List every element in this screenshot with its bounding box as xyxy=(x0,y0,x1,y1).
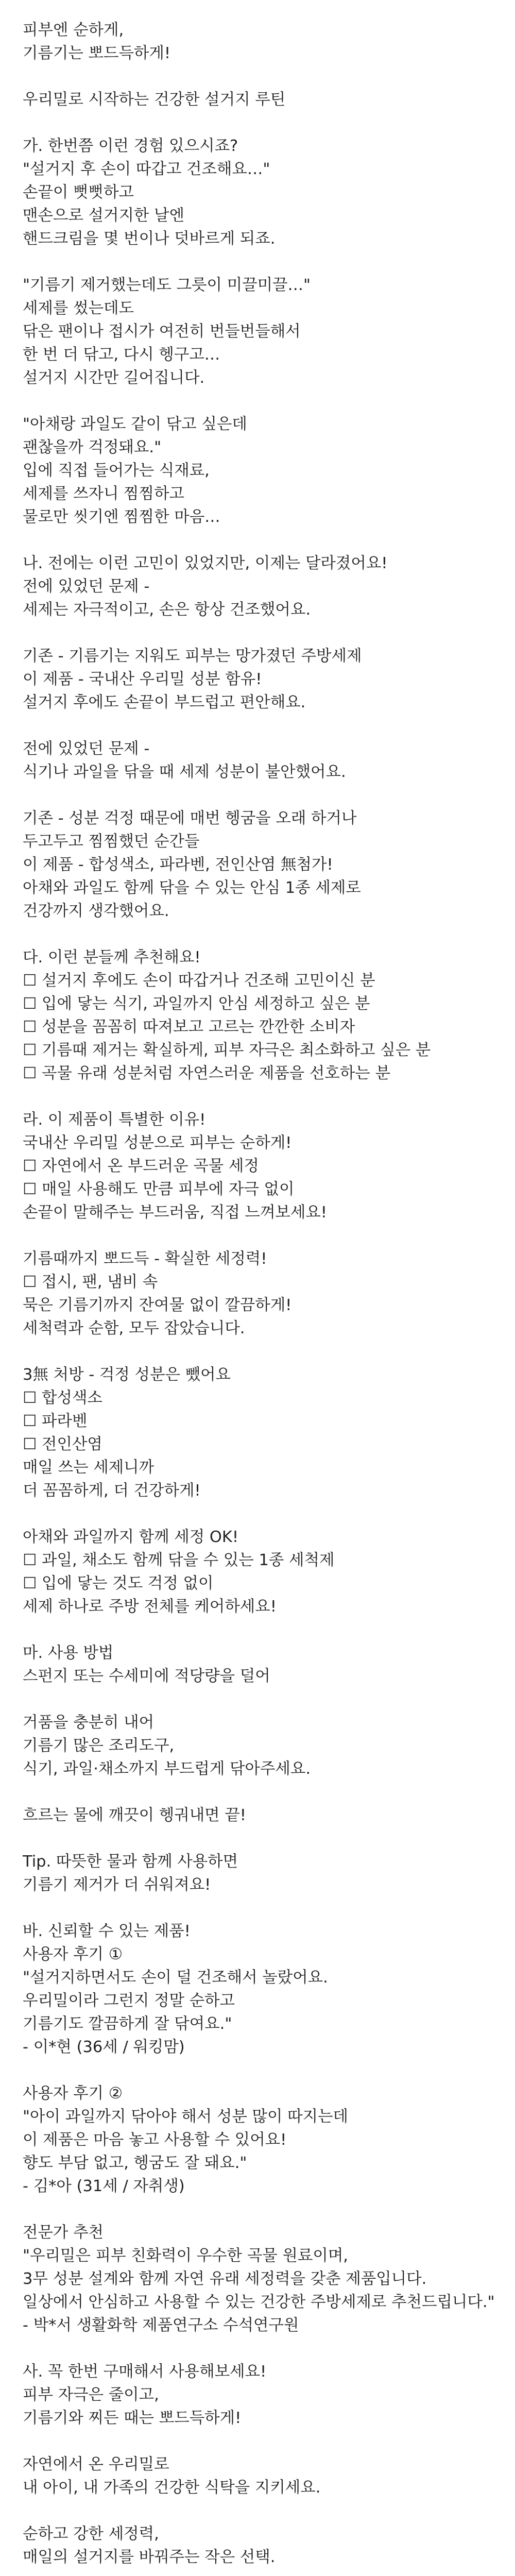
text-line: ☐ 곡물 유래 성분처럼 자연스러운 제품을 선호하는 분 xyxy=(23,1064,390,1082)
text-line: ☐ 기름때 제거는 확실하게, 피부 자극은 최소화하고 싶은 분 xyxy=(23,1041,431,1059)
text-line: ☐ 과일, 채소도 함께 닦을 수 있는 1종 세척제 xyxy=(23,1551,335,1569)
text-paragraph xyxy=(23,134,492,250)
text-line: 맨손으로 설거지한 날엔 xyxy=(23,207,185,225)
text-line: 이 제품 - 합성색소, 파라벤, 전인산염 無첨가! xyxy=(23,856,333,874)
text-line: 향도 부담 없고, 헹굼도 잘 돼요." xyxy=(23,2154,247,2172)
text-paragraph xyxy=(23,2221,495,2337)
text-line: 아채와 과일도 함께 닦을 수 있는 안심 1종 세제로 xyxy=(23,879,361,897)
text-line: 라. 이 제품이 특별한 이유! xyxy=(23,1111,206,1129)
text-line: 기름기 많은 조리도구, xyxy=(23,1737,175,1755)
text-line: 우리밀로 시작하는 건강한 설거지 루틴 xyxy=(23,91,286,109)
text-line: 내 아이, 내 가족의 건강한 식탁을 지키세요. xyxy=(23,2479,321,2497)
text-line: 피부엔 순하게, xyxy=(23,21,124,39)
text-line: 사. 꼭 한번 구매해서 사용해보세요! xyxy=(23,2363,267,2381)
text-line: 다. 이런 분들께 추천해요! xyxy=(23,948,201,967)
text-line: 물로만 씻기엔 찜찜한 마음… xyxy=(23,508,220,526)
text-line: ☐ 입에 닿는 식기, 과일까지 안심 세정하고 싶은 분 xyxy=(23,995,370,1013)
text-line: 기름기도 깔끔하게 잘 닦여요." xyxy=(23,2015,232,2033)
text-line: 핸드크림을 몇 번이나 덧바르게 되죠. xyxy=(23,230,276,248)
text-line: 사용자 후기 ① xyxy=(23,1945,123,1963)
text-line: 식기나 과일을 닦을 때 세제 성분이 불안했어요. xyxy=(23,763,346,781)
text-line: 세제는 자극적이고, 손은 항상 건조했어요. xyxy=(23,601,311,619)
text-line: 거품을 충분히 내어 xyxy=(23,1714,154,1732)
text-line: 마. 사용 방법 xyxy=(23,1644,114,1662)
text-paragraph xyxy=(23,1526,492,1618)
text-line: 식기, 과일·채소까지 부드럽게 닦아주세요. xyxy=(23,1760,311,1778)
text-paragraph xyxy=(23,1850,492,1896)
text-line: 한 번 더 닦고, 다시 헹구고… xyxy=(23,346,220,364)
text-line: ☐ 파라벤 xyxy=(23,1412,88,1430)
text-paragraph xyxy=(23,274,492,389)
text-line: 괜찮을까 걱정돼요." xyxy=(23,438,162,456)
text-line: 손끝이 말해주는 부드러움, 직접 느껴보세요! xyxy=(23,1204,328,1222)
text-paragraph xyxy=(23,946,492,1085)
text-line: 기존 - 기름기는 지워도 피부는 망가졌던 주방세제 xyxy=(23,647,362,665)
text-line: 3無 처방 - 걱정 성분은 뺐어요 xyxy=(23,1366,231,1384)
text-line: 기름기 제거가 더 쉬워져요! xyxy=(23,1876,211,1894)
text-line: ☐ 성분을 꼼꼼히 따져보고 고르는 깐깐한 소비자 xyxy=(23,1018,355,1036)
text-line: 매일 쓰는 세제니까 xyxy=(23,1459,154,1477)
text-paragraph xyxy=(23,737,492,784)
text-line: 국내산 우리밀 성분으로 피부는 순하게! xyxy=(23,1134,292,1152)
text-line: 스펀지 또는 수세미에 적당량을 덜어 xyxy=(23,1667,270,1685)
text-paragraph xyxy=(23,413,492,529)
text-line: 나. 전에는 이런 고민이 있었지만, 이제는 달라졌어요! xyxy=(23,554,388,572)
text-paragraph xyxy=(23,1641,492,1688)
text-line: 전에 있었던 문제 - xyxy=(23,740,150,758)
text-line: 기존 - 성분 걱정 때문에 매번 헹굼을 오래 하거나 xyxy=(23,809,357,827)
text-line: 설거지 시간만 길어집니다. xyxy=(23,369,205,387)
text-paragraph xyxy=(23,1108,492,1224)
text-paragraph xyxy=(23,645,492,714)
text-line: 세제 하나로 주방 전체를 케어하세요! xyxy=(23,1598,277,1616)
text-line: "설거지 후 손이 따갑고 건조해요…" xyxy=(23,160,270,178)
text-line: 세척력과 순함, 모두 잡았습니다. xyxy=(23,1319,245,1337)
text-line: 우리밀이라 그런지 정말 순하고 xyxy=(23,1992,235,2010)
text-line: 이 제품 - 국내산 우리밀 성분 함유! xyxy=(23,670,262,688)
text-line: ☐ 전인산염 xyxy=(23,1435,102,1453)
text-line: 기름기와 찌든 때는 뽀드득하게! xyxy=(23,2409,242,2427)
text-line: 전에 있었던 문제 - xyxy=(23,578,150,596)
text-paragraph xyxy=(23,19,492,65)
text-line: - 박*서 생활화학 제품연구소 수석연구원 xyxy=(23,2316,299,2334)
text-line: 일상에서 안심하고 사용할 수 있는 건강한 주방세제로 추천드립니다." xyxy=(23,2293,495,2311)
text-line: ☐ 매일 사용해도 만큼 피부에 자극 없이 xyxy=(23,1180,295,1198)
text-line: 세제를 쓰자니 찜찜하고 xyxy=(23,485,185,503)
text-paragraph xyxy=(23,2453,492,2499)
text-line: "설거지하면서도 손이 덜 건조해서 놀랐어요. xyxy=(23,1969,328,1987)
text-line: ☐ 입에 닿는 것도 걱정 없이 xyxy=(23,1574,214,1592)
text-line: 가. 한번쯤 이런 경험 있으시죠? xyxy=(23,137,238,155)
text-line: "아이 과일까지 닦아야 해서 성분 많이 따지는데 xyxy=(23,2108,348,2126)
text-line: "우리밀은 피부 친화력이 우수한 곡물 원료이며, xyxy=(23,2247,348,2265)
text-line: 기름때까지 뽀드득 - 확실한 세정력! xyxy=(23,1250,267,1268)
text-paragraph xyxy=(23,1804,492,1827)
text-line: - 김*아 (31세 / 자취생) xyxy=(23,2177,185,2195)
text-line: ☐ 자연에서 온 부드러운 곡물 세정 xyxy=(23,1157,259,1175)
text-line: ☐ 접시, 팬, 냄비 속 xyxy=(23,1273,158,1291)
text-line: 순하고 강한 세정력, xyxy=(23,2525,159,2543)
text-line: ☐ 설거지 후에도 손이 따갑거나 건조해 고민이신 분 xyxy=(23,972,375,990)
text-paragraph xyxy=(23,2522,492,2569)
text-line: 닦은 팬이나 접시가 여전히 번들번들해서 xyxy=(23,323,301,341)
text-paragraph xyxy=(23,1247,492,1340)
text-paragraph xyxy=(23,88,492,111)
text-line: 두고두고 찜찜했던 순간들 xyxy=(23,833,200,851)
text-paragraph xyxy=(23,1711,492,1781)
text-paragraph xyxy=(23,1363,492,1502)
text-line: 흐르는 물에 깨끗이 헹궈내면 끝! xyxy=(23,1806,247,1824)
text-paragraph xyxy=(23,2360,492,2430)
text-line: 아채와 과일까지 함께 세정 OK! xyxy=(23,1528,239,1546)
text-line: 바. 신뢰할 수 있는 제품! xyxy=(23,1922,191,1940)
text-paragraph xyxy=(23,2082,492,2198)
text-line: 3무 성분 설계와 함께 자연 유래 세정력을 갖춘 제품입니다. xyxy=(23,2270,427,2288)
text-paragraph xyxy=(23,552,492,621)
text-paragraph xyxy=(23,1920,492,2059)
text-line: - 이*현 (36세 / 워킹맘) xyxy=(23,2038,185,2056)
text-line: ☐ 합성색소 xyxy=(23,1389,102,1407)
text-line: "기름기 제거했는데도 그릇이 미끌미끌…" xyxy=(23,276,311,294)
text-line: 묵은 기름기까지 잔여물 없이 깔끔하게! xyxy=(23,1296,292,1314)
text-line: 자연에서 온 우리밀로 xyxy=(23,2455,169,2473)
text-line: 전문가 추천 xyxy=(23,2224,104,2242)
text-line: 피부 자극은 줄이고, xyxy=(23,2386,159,2404)
text-paragraph xyxy=(23,807,492,923)
text-line: 기름기는 뽀드득하게! xyxy=(23,44,171,62)
text-line: 손끝이 뻣뻣하고 xyxy=(23,183,134,201)
text-line: 건강까지 생각했어요. xyxy=(23,902,169,920)
text-line: 이 제품은 마음 놓고 사용할 수 있어요! xyxy=(23,2131,287,2149)
text-line: 설거지 후에도 손끝이 부드럽고 편안해요. xyxy=(23,693,306,711)
text-line: 세제를 썼는데도 xyxy=(23,299,134,317)
text-line: Tip. 따뜻한 물과 함께 사용하면 xyxy=(23,1853,238,1871)
text-line: 입에 직접 들어가는 식재료, xyxy=(23,462,210,480)
text-line: 매일의 설거지를 바꿔주는 작은 선택. xyxy=(23,2548,276,2566)
text-line: "아채랑 과일도 같이 닦고 싶은데 xyxy=(23,415,247,433)
text-line: 사용자 후기 ② xyxy=(23,2084,123,2103)
text-line: 더 꼼꼼하게, 더 건강하게! xyxy=(23,1482,201,1500)
